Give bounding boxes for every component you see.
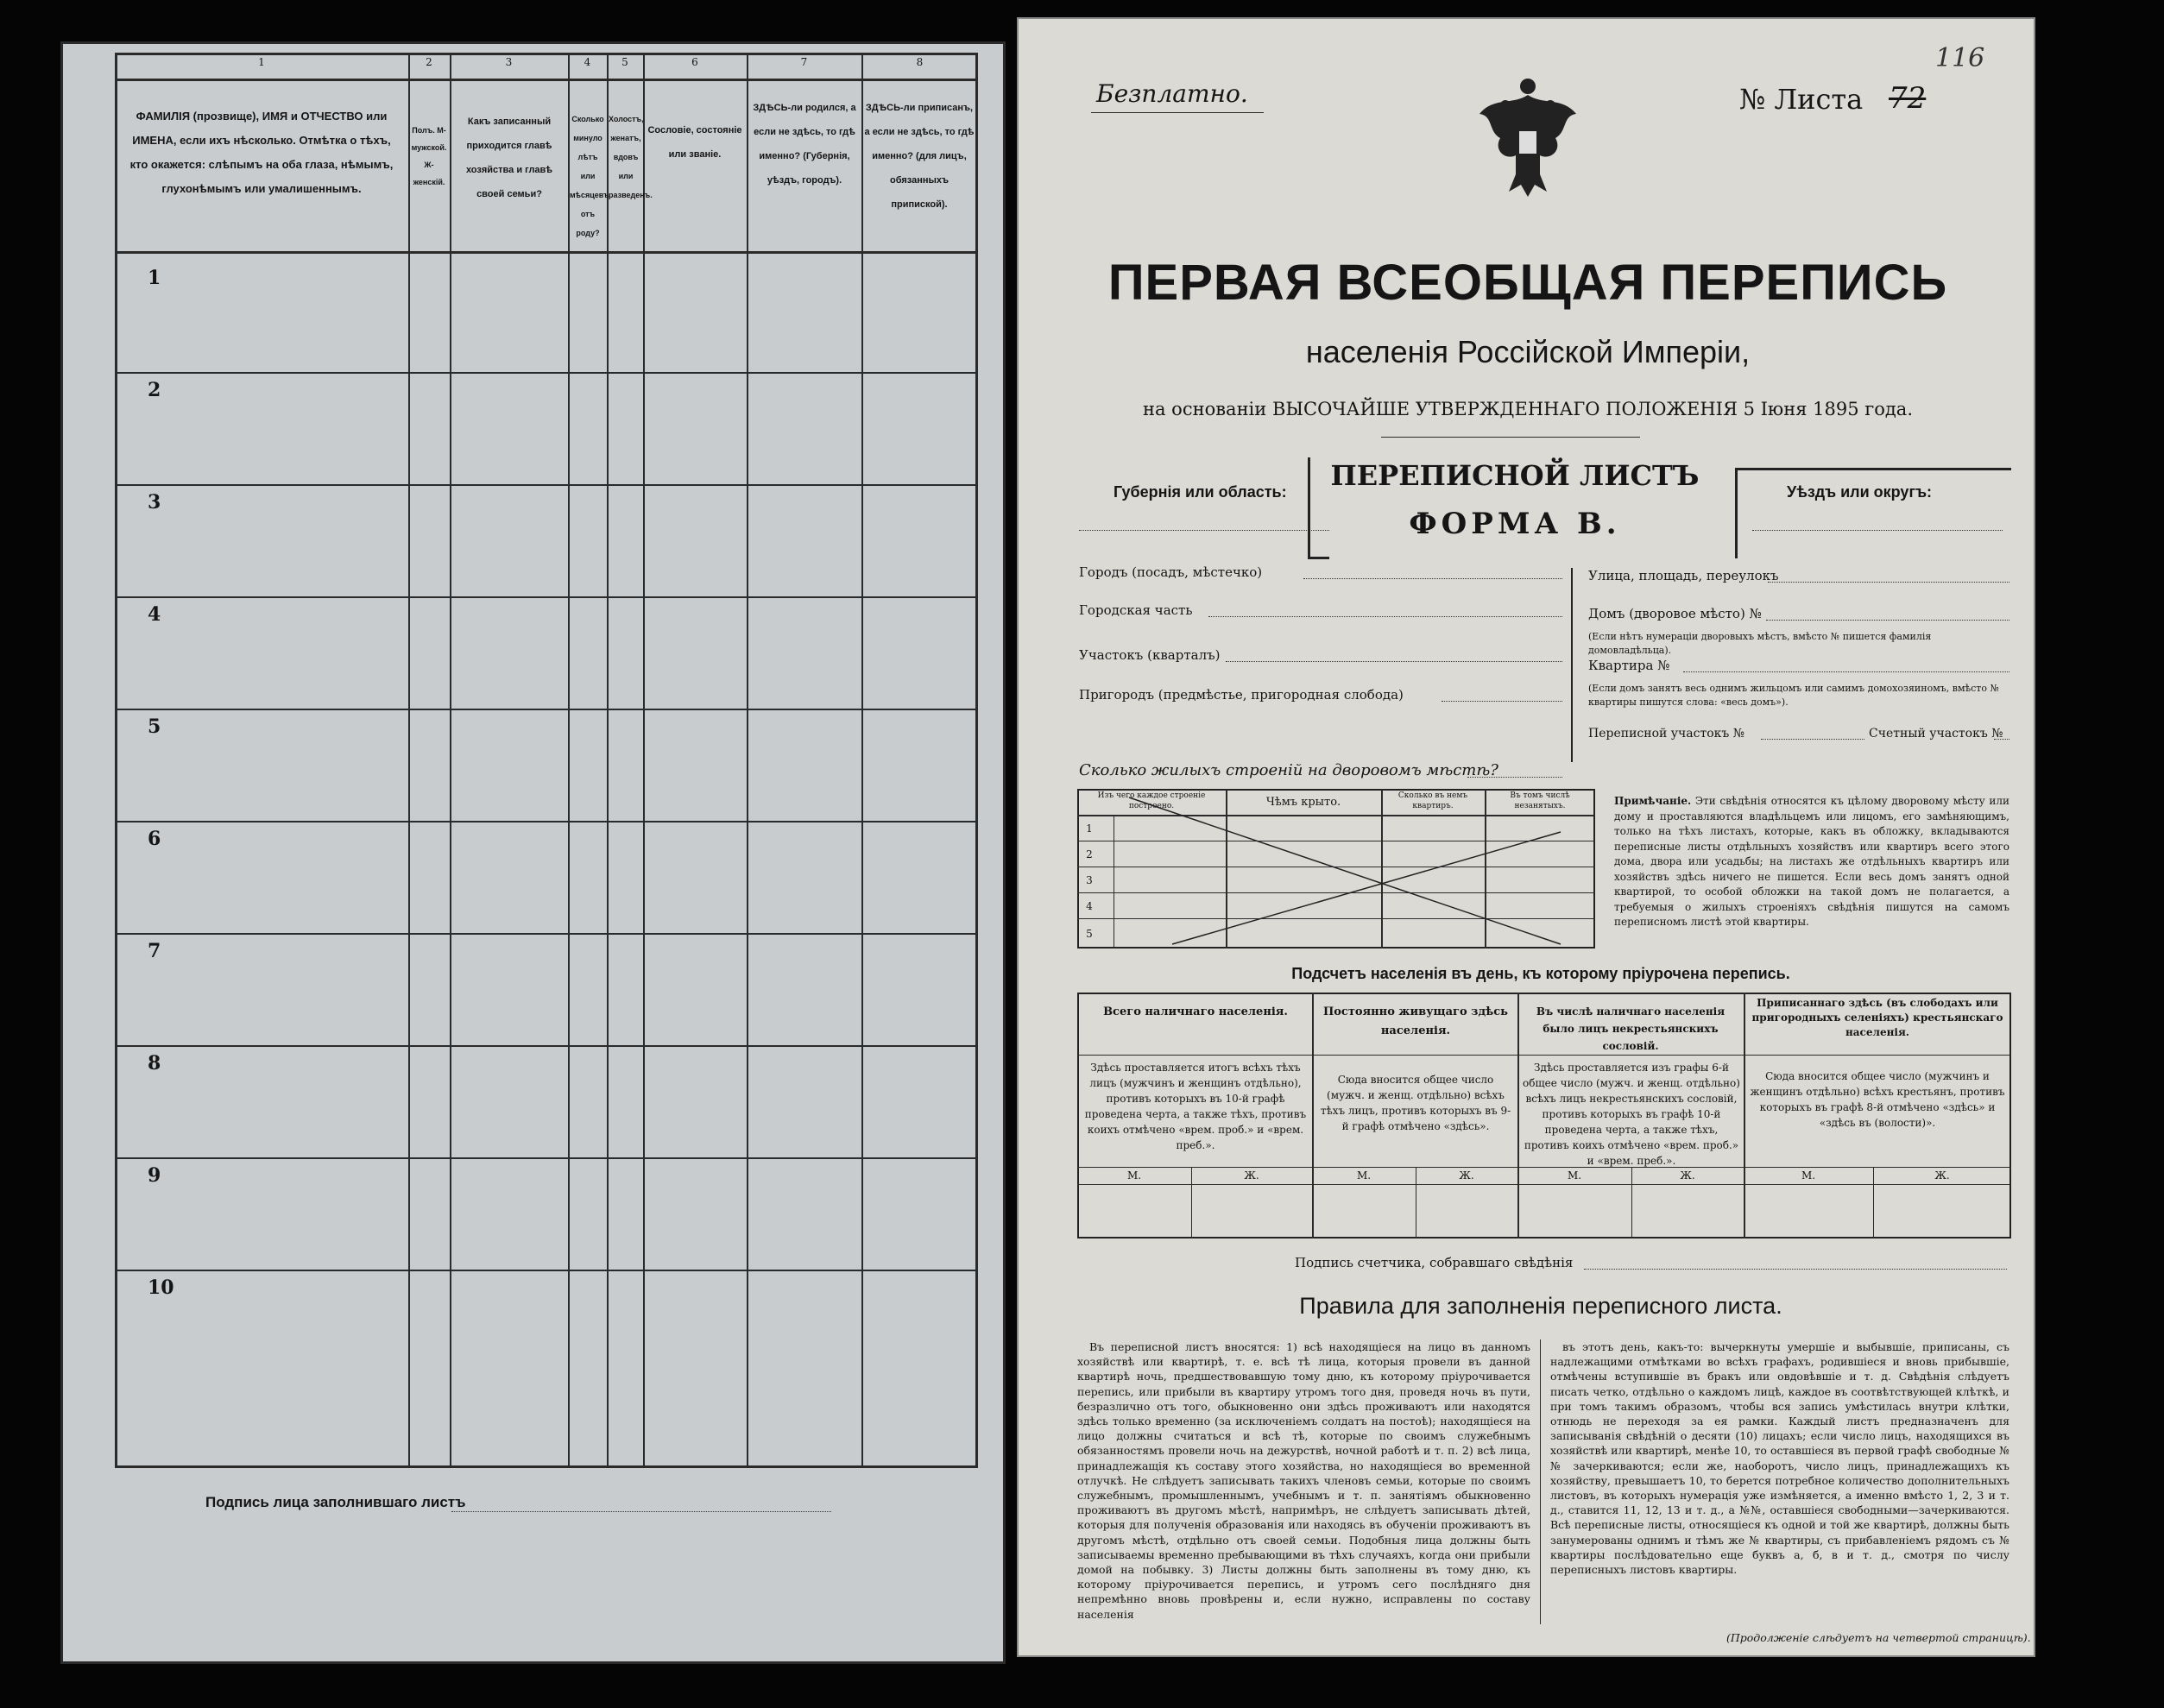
count-body-registered-peasant: Сюда вносится общее число (мужчинъ и женщинъ отдѣльно) всѣхъ крестьянъ, противъ которыхъ въ графѣ 8-й отмѣчено «здѣсь» и «здѣсь въ (волости)». [1750, 1070, 2005, 1129]
buildings-row-number: 4 [1086, 900, 1093, 912]
count-header-registered-peasant: Приписаннаго здѣсь (въ слободахъ или пригородныхъ селеніяхъ) крестьянскаго населенія. [1751, 997, 2003, 1038]
count-district-field[interactable] [1994, 739, 2009, 740]
suburb-field[interactable] [1442, 701, 1562, 702]
rules-text-right: въ этотъ день, какъ-то: вычеркнуты умершіе и выбывшіе, приписаны, съ надлежащими отмѣтками во всѣхъ графахъ, родившіеся и вновь прибывшіе, отмѣчены вступившіе въ бракъ или овдовѣвшіе и т. д. Свѣдѣнія слѣдуетъ писать четко, отдѣльно о каждомъ лицѣ, каждое въ соотвѣтствующей клѣткѣ, и при томъ такимъ образомъ, чтобы вся запись умѣстилась внутри клѣтки, отнюдь не переходя за ея рамки. Каждый листъ предназначенъ для записыванія свѣдѣній о десяти (10) лицахъ; если число лицъ, находящихся въ хозяйствѣ или квартирѣ, менѣе 10, то оставшіеся въ первой графѣ свободные №№ зачеркиваются; если же, наоборотъ, число лицъ, принадлежащихъ къ хозяйству, превышаетъ 10, то берется потребное количество дополнительныхъ листовъ, въ которыхъ нумерація уже измѣняется, а именно вмѣсто 1, 2, 3 и т. д., ставится 11, 12, 13 и т. д., а №№, оставшіеся свободными—зачеркиваются. Всѣ переписные листы, относящіеся къ одной и той же квартирѣ, должны быть занумерованы однимъ и тѣмъ же № квартиры, съ прибавленіемъ рядомъ съ № квартиры послѣдовательно еще буквъ а, б, в и т. д., смотря по числу переписныхъ листовъ квартиры. [1550, 1340, 2009, 1577]
census-title: ПЕРВАЯ ВСЕОБЩАЯ ПЕРЕПИСЬ [1107, 255, 1948, 311]
sheet-number-corrected: 116 [1935, 43, 1985, 73]
count-district-label: Счетный участокъ № [1869, 727, 2003, 741]
column-number: 7 [800, 56, 808, 68]
header-name: ФАМИЛІЯ (прозвище), ИМЯ и ОТЧЕСТВО или ИМЕНА, если ихъ нѣсколько. Отмѣтка о тѣхъ, кто окажется: слѣпымъ на оба глаза, нѣмымъ, глухонѣмымъ или умалишеннымъ. [129, 110, 394, 195]
imperial-eagle-icon [1467, 71, 1588, 200]
city-part-field[interactable] [1208, 616, 1562, 617]
ward-label: Участокъ (кварталъ) [1079, 647, 1221, 663]
buildings-note [1614, 794, 2009, 930]
buildings-header-apartments: Сколько въ немъ квартиръ. [1397, 791, 1468, 810]
rules-text-left: Въ переписной листъ вносятся: 1) всѣ находящіеся на лицо въ данномъ хозяйствѣ или квартирѣ, т. е. всѣ тѣ лица, которыя провели въ данной квартирѣ ночь, предшествовавшую тому дню, къ которому пріурочивается перепись, или прибыли въ квартиру утромъ того дня, проведя ночь въ пути, безразлично отъ того, обыкновенно они здѣсь проживаютъ или находятся здѣсь только временно (за исключеніемъ солдатъ на постоѣ); находящіеся на лицо должны считаться и всѣ тѣ, которые по своимъ служебнымъ обязанностямъ провели ночь на дежурствѣ, ночной работѣ и т. п. 2) всѣ лица, принадлежащія къ составу этого хозяйства, но находящіеся во временной отлучкѣ. Не слѣдуетъ записывать такихъ членовъ семьи, которые по своимъ служебнымъ, промышленнымъ, учебнымъ и т. п. занятіямъ обыкновенно проживаютъ въ другомъ мѣстѣ, напримѣръ, не слѣдуетъ записывать дѣтей, которыя для полученія образованія или находясь въ обученіи проживаютъ въ другомъ мѣстѣ, отдѣльно отъ своей семьи. Подобныя лица должны быть записываемы временно пребывающими въ тѣхъ случаяхъ, когда они прибыли домой на побывку. 3) Листы должны быть заполнены въ тому дню, къ которому пріурочивается перепись, и утромъ сего послѣдняго дня непремѣнно вновь провѣрены и, если нужно, исправлены по составу населенія [1077, 1340, 1530, 1621]
buildings-question: Сколько жилыхъ строеній на дворовомъ мѣстѣ? [1079, 761, 1498, 779]
buildings-row-number: 5 [1086, 928, 1093, 940]
row-number: 4 [148, 603, 161, 626]
census-sheet-front-page [1017, 17, 2035, 1657]
row-number: 1 [148, 267, 161, 289]
district-label: Уѣздъ или округъ: [1787, 483, 1933, 501]
ward-field[interactable] [1226, 661, 1562, 662]
header-estate: Сословіе, состояніе или званіе. [647, 125, 742, 160]
suburb-label: Пригородъ (предмѣстье, пригородная слобода) [1079, 687, 1404, 703]
house-field[interactable] [1766, 620, 2009, 621]
row-number: 3 [148, 491, 161, 514]
count-female: Ж. [1934, 1169, 1950, 1182]
count-body-resident: Сюда вносится общее число (мужч. и женщ. отдѣльно) всѣхъ тѣхъ лицъ, противъ которыхъ въ 9-й графѣ отмѣчено «здѣсь». [1320, 1074, 1511, 1132]
count-male: М. [1801, 1169, 1816, 1182]
district-field[interactable] [1752, 530, 2003, 531]
row-number: 8 [148, 1052, 161, 1075]
count-header-non-peasant: Въ числѣ наличнаго населенія было лицъ некрестьянскихъ сословій. [1536, 1005, 1726, 1052]
town-label: Городъ (посадъ, мѣстечко) [1079, 564, 1263, 580]
count-body-present: Здѣсь проставляется итогъ всѣхъ тѣхъ лицъ (мужчинъ и женщинъ отдѣльно), противъ которыхъ въ 10-й графѣ проведена черта, а также тѣхъ, противъ коихъ отмѣчено «врем. проб.» и «врем. преб.». [1084, 1062, 1307, 1151]
note-text: Эти свѣдѣнія относятся къ цѣлому дворовому мѣсту или дому и проставляются владѣльцемъ или лицомъ, его замѣняющимъ, только на тѣхъ листахъ, которые, какъ въ обложку, вкладываются переписные листы отдѣльныхъ хозяйствъ или квартиръ всего этого дома, двора или усадьбы; на листахъ же отдѣльныхъ квартиръ или хозяйствъ здѣсь ничего не пишется. Если весь домъ занятъ одной квартирой, то особой обложки на такой домъ не полагается, а требуемыя о жилыхъ строеніяхъ свѣдѣнія пишутся на самомъ переписномъ листѣ этой квартиры. [1614, 795, 2009, 928]
header-age: Сколько минуло лѣтъ или мѣсяцевъ отъ роду? [570, 115, 609, 237]
sheet-form-title: ПЕРЕПИСНОЙ ЛИСТЪ [1330, 459, 1700, 492]
census-district-label: Переписной участокъ № [1588, 727, 1744, 741]
row-number: 5 [148, 715, 161, 738]
street-field[interactable] [1768, 582, 2009, 583]
row-number: 6 [148, 828, 161, 850]
census-sheet-back-page [60, 41, 1006, 1664]
continuation-note: (Продолженіе слѣдуетъ на четвертой страницѣ). [1726, 1631, 2031, 1644]
census-subtitle: населенія Россійской Имперіи, [1305, 334, 1751, 369]
count-header-present: Всего наличнаго населенія. [1103, 1005, 1288, 1018]
header-birthplace: ЗДѢСЬ-ли родился, а если не здѣсь, то гдѣ именно? (Губернія, уѣздъ, городъ). [753, 103, 856, 186]
note-label: Примѣчаніе. [1614, 795, 1692, 807]
count-body-non-peasant: Здѣсь проставляется изъ графы 6-й общее число (мужч. и женщ. отдѣльно) всѣхъ лицъ некрестьянскихъ сословій, противъ которыхъ въ графѣ 10-й проведена черта, а также тѣхъ, противъ коихъ отмѣчено «врем. проб.» и «врем. преб.». [1523, 1062, 1740, 1167]
column-number: 5 [621, 56, 628, 68]
street-label: Улица, площадь, переулокъ [1588, 568, 1779, 583]
header-relation: Какъ записанный приходится главѣ хозяйства и главѣ своей семьи? [465, 117, 553, 199]
city-part-label: Городская часть [1079, 602, 1193, 618]
strike-through-cross [1077, 789, 1595, 949]
column-number: 6 [691, 56, 698, 68]
header-sex: Полъ. М-мужской. Ж-женскій. [411, 126, 447, 186]
column-number: 8 [916, 56, 924, 68]
town-field[interactable] [1303, 578, 1562, 579]
apartment-note: (Если домъ занятъ весь однимъ жильцомъ или самимъ домохозяиномъ, вмѣсто № квартиры пишутся слова: «весь домъ»). [1588, 683, 1999, 708]
count-title: Подсчетъ населенія въ день, къ которому пріурочена перепись. [1291, 965, 1790, 982]
enumerator-signature-label: Подпись счетчика, собравшаго свѣдѣнія [1295, 1255, 1574, 1270]
buildings-header-roof: Чѣмъ крыто. [1265, 796, 1341, 809]
count-male: М. [1356, 1169, 1372, 1182]
province-field[interactable] [1079, 530, 1329, 531]
count-header-resident: Постоянно живущаго здѣсь населенія. [1322, 1005, 1509, 1037]
row-number: 9 [148, 1164, 161, 1187]
count-male: М. [1126, 1169, 1142, 1182]
column-number: 1 [258, 56, 265, 68]
apartment-label: Квартира № [1588, 658, 1670, 673]
sheet-form-letter: ФОРМА В. [1409, 507, 1621, 541]
row-number: 7 [148, 940, 161, 962]
persons-table [115, 53, 978, 1468]
sheet-number-value: 72 [1889, 81, 1927, 116]
basis-line: на основаніи ВЫСОЧАЙШЕ УТВЕРЖДЕННАГО ПОЛОЖЕНІЯ 5 Іюня 1895 года. [1142, 399, 1914, 419]
buildings-header-vacant: Въ томъ числѣ незанятыхъ. [1510, 791, 1570, 810]
column-number: 3 [505, 56, 513, 68]
count-female: Ж. [1244, 1169, 1259, 1182]
count-male: М. [1567, 1169, 1582, 1182]
census-district-field[interactable] [1761, 739, 1864, 740]
buildings-row-number: 3 [1086, 874, 1093, 886]
row-number: 2 [148, 379, 161, 401]
enumerator-signature-line[interactable] [1584, 1269, 2007, 1270]
sheet-number-label: № Листа [1739, 83, 1864, 116]
count-female: Ж. [1459, 1169, 1474, 1182]
filler-signature-line[interactable] [451, 1511, 831, 1512]
buildings-row-number: 1 [1086, 822, 1093, 835]
buildings-row-number: 2 [1086, 848, 1093, 860]
house-note: (Если нѣтъ нумераціи дворовыхъ мѣстъ, вмѣсто № пишется фамилія домовладѣльца). [1588, 631, 1932, 656]
column-number: 2 [426, 56, 432, 68]
apartment-field[interactable] [1683, 671, 2009, 672]
header-registration: ЗДѢСЬ-ли приписанъ, а если не здѣсь, то гдѣ именно? (для лицъ, обязанныхъ припиской). [864, 103, 975, 210]
column-number: 4 [584, 56, 591, 68]
house-label: Домъ (дворовое мѣсто) № [1588, 606, 1762, 621]
row-number: 10 [148, 1276, 174, 1299]
filler-signature-label: Подпись лица заполнившаго листъ [205, 1494, 466, 1510]
buildings-answer[interactable] [1467, 777, 1562, 778]
buildings-header-material: Изъ чего каждое строеніе построено. [1097, 791, 1206, 810]
count-female: Ж. [1680, 1169, 1695, 1182]
province-label: Губернія или область: [1114, 483, 1287, 501]
free-label: Безплатно. [1096, 79, 1248, 108]
rules-title: Правила для заполненія переписного листа. [1299, 1293, 1782, 1319]
header-marital: Холостъ, женатъ, вдовъ или разведенъ. [609, 115, 653, 199]
